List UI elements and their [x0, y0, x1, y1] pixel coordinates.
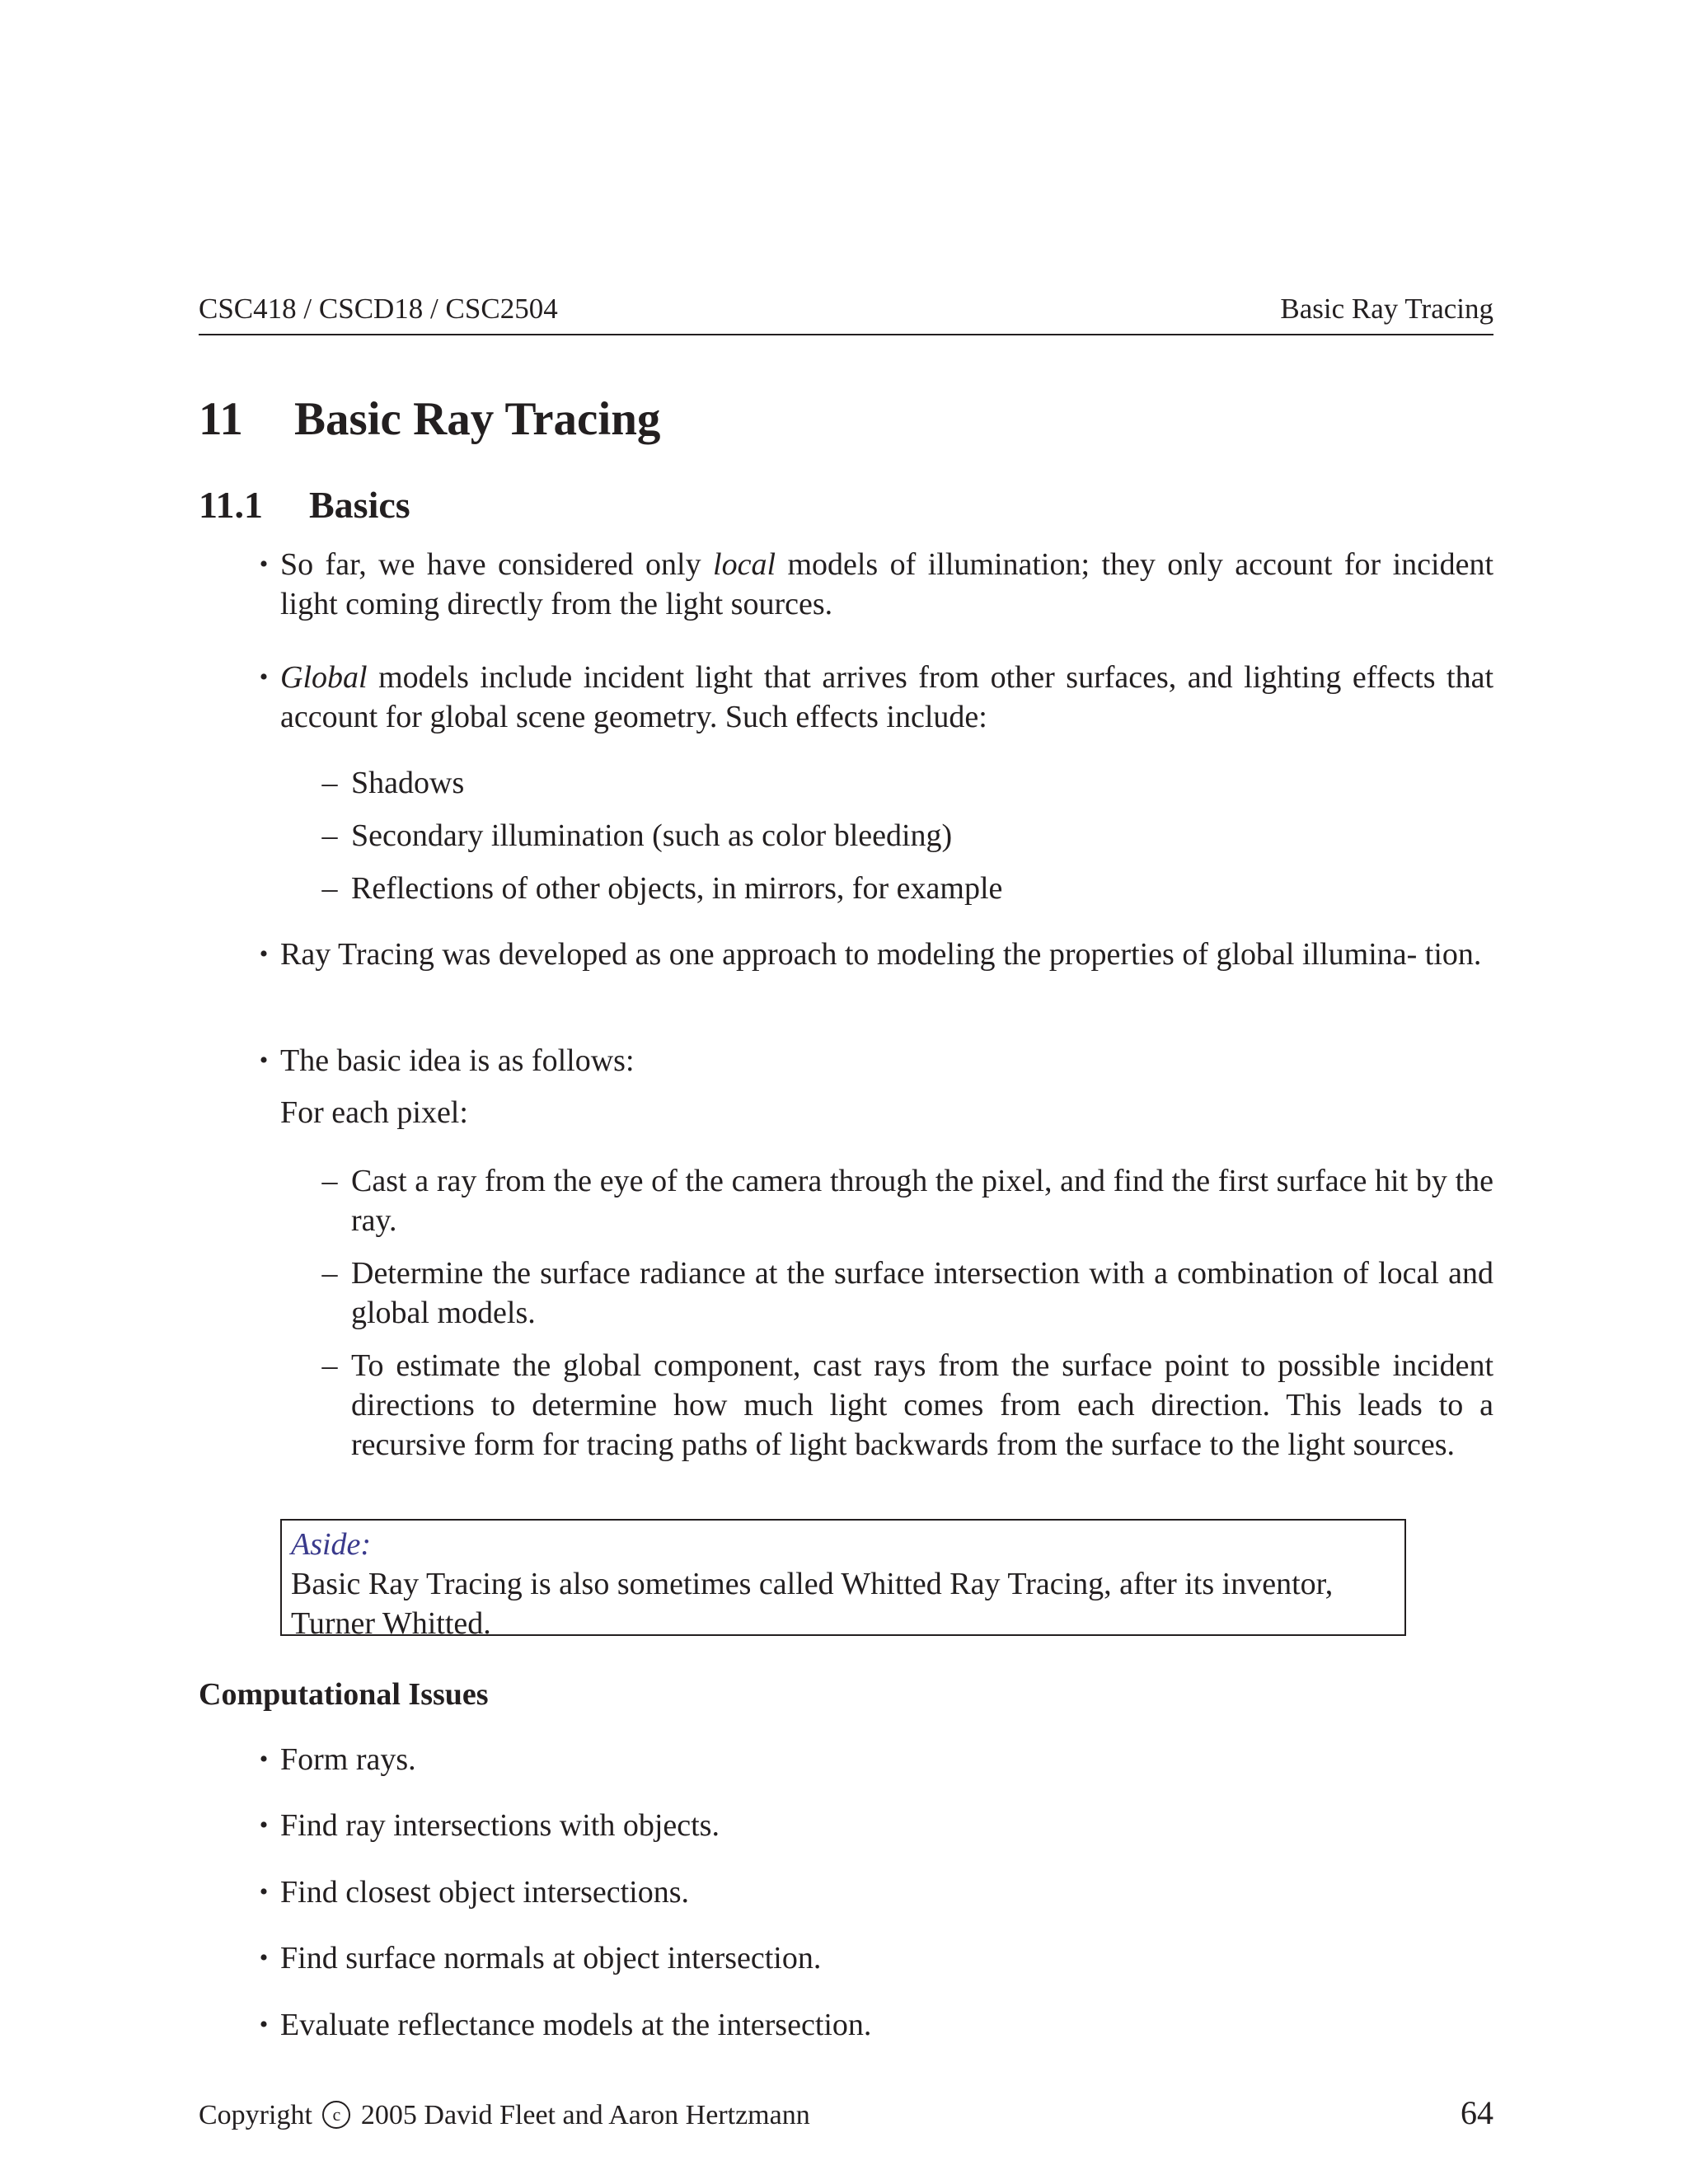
- dash-marker: –: [321, 1348, 338, 1383]
- running-header: [199, 293, 1493, 335]
- list-item-surface-normals: Find surface normals at object intersection.: [280, 1941, 822, 1975]
- sub-item-secondary-illumination: Secondary illumination (such as color bleeding): [351, 818, 953, 853]
- subsection-number: 11.1: [199, 484, 263, 526]
- aside-text: Basic Ray Tracing is also sometimes called Whitted Ray Tracing, after its inventor, Turner Whitted.: [291, 1567, 1334, 1641]
- emphasis-local: local: [713, 547, 776, 582]
- copyright-word: Copyright: [199, 2100, 312, 2130]
- aside-box: [280, 1519, 1406, 1641]
- list-item-ray-intersections: Find ray intersections with objects.: [280, 1808, 720, 1843]
- page-number: 64: [1461, 2094, 1493, 2131]
- bullet-marker: •: [259, 1047, 269, 1074]
- sub-item-shadows: Shadows: [351, 766, 465, 800]
- bullet-marker: •: [259, 2011, 269, 2038]
- bullet-marker: •: [259, 1746, 269, 1773]
- bullet-marker: •: [259, 1944, 269, 1971]
- bullet-global-models: [280, 658, 1493, 737]
- bullet-text: models include incident light that arrives from other surfaces, and lighting effects that account for global scene geometry. Such effects include:: [280, 660, 1493, 734]
- bullet-local-models: [280, 545, 1493, 624]
- bullet-text: models of illumination; they only account for incident light coming directly from the light sources.: [280, 547, 1494, 621]
- computational-issues-heading: Computational Issues: [199, 1677, 489, 1712]
- section-title: Basic Ray Tracing: [294, 393, 661, 445]
- dash-marker: –: [321, 1164, 338, 1198]
- bullet-marker: •: [259, 1878, 269, 1905]
- sub-item-global-component: To estimate the global component, cast rays from the surface point to possible incident directions to determine how much light comes from each direction. This leads to a recursive form for tracing paths of light backwards from the surface to the light sources.: [351, 1348, 1493, 1462]
- section-number: 11: [199, 393, 243, 445]
- copyright-holders: 2005 David Fleet and Aaron Hertzmann: [360, 2100, 810, 2130]
- bullet-basic-idea: The basic idea is as follows:: [280, 1043, 635, 1078]
- bullet-text: So far, we have considered only: [280, 547, 714, 582]
- copyright-notice: [199, 2100, 810, 2131]
- bullet-marker: •: [259, 1811, 269, 1839]
- bullet-marker: •: [259, 663, 269, 691]
- sub-item-reflections: Reflections of other objects, in mirrors, for example: [351, 871, 1003, 906]
- bullet-ray-tracing-approach: Ray Tracing was developed as one approach to modeling the properties of global illumina- tion.: [280, 937, 1482, 972]
- list-item-closest-intersections: Find closest object intersections.: [280, 1875, 690, 1910]
- dash-marker: –: [321, 1256, 338, 1291]
- sub-item-cast-ray: Cast a ray from the eye of the camera through the pixel, and find the first surface hit by the ray.: [351, 1164, 1493, 1238]
- bullet-marker: •: [259, 551, 269, 578]
- subsection-heading: [199, 483, 410, 527]
- dash-marker: –: [321, 766, 338, 800]
- dash-marker: –: [321, 871, 338, 906]
- for-each-pixel-line: For each pixel:: [280, 1095, 468, 1130]
- emphasis-global: Global: [280, 660, 368, 695]
- subsection-title: Basics: [309, 484, 410, 526]
- list-item-form-rays: Form rays.: [280, 1742, 416, 1777]
- sub-item-surface-radiance: Determine the surface radiance at the surface intersection with a combination of local and global models.: [351, 1256, 1493, 1330]
- copyright-symbol-icon: c: [322, 2101, 350, 2129]
- list-item-reflectance-models: Evaluate reflectance models at the intersection.: [280, 2008, 872, 2042]
- header-chapter-title: Basic Ray Tracing: [1280, 293, 1493, 325]
- header-course-codes: CSC418 / CSCD18 / CSC2504: [199, 293, 558, 325]
- dash-marker: –: [321, 818, 338, 853]
- section-heading: [199, 392, 660, 446]
- bullet-marker: •: [259, 940, 269, 968]
- aside-label: Aside:: [291, 1527, 372, 1562]
